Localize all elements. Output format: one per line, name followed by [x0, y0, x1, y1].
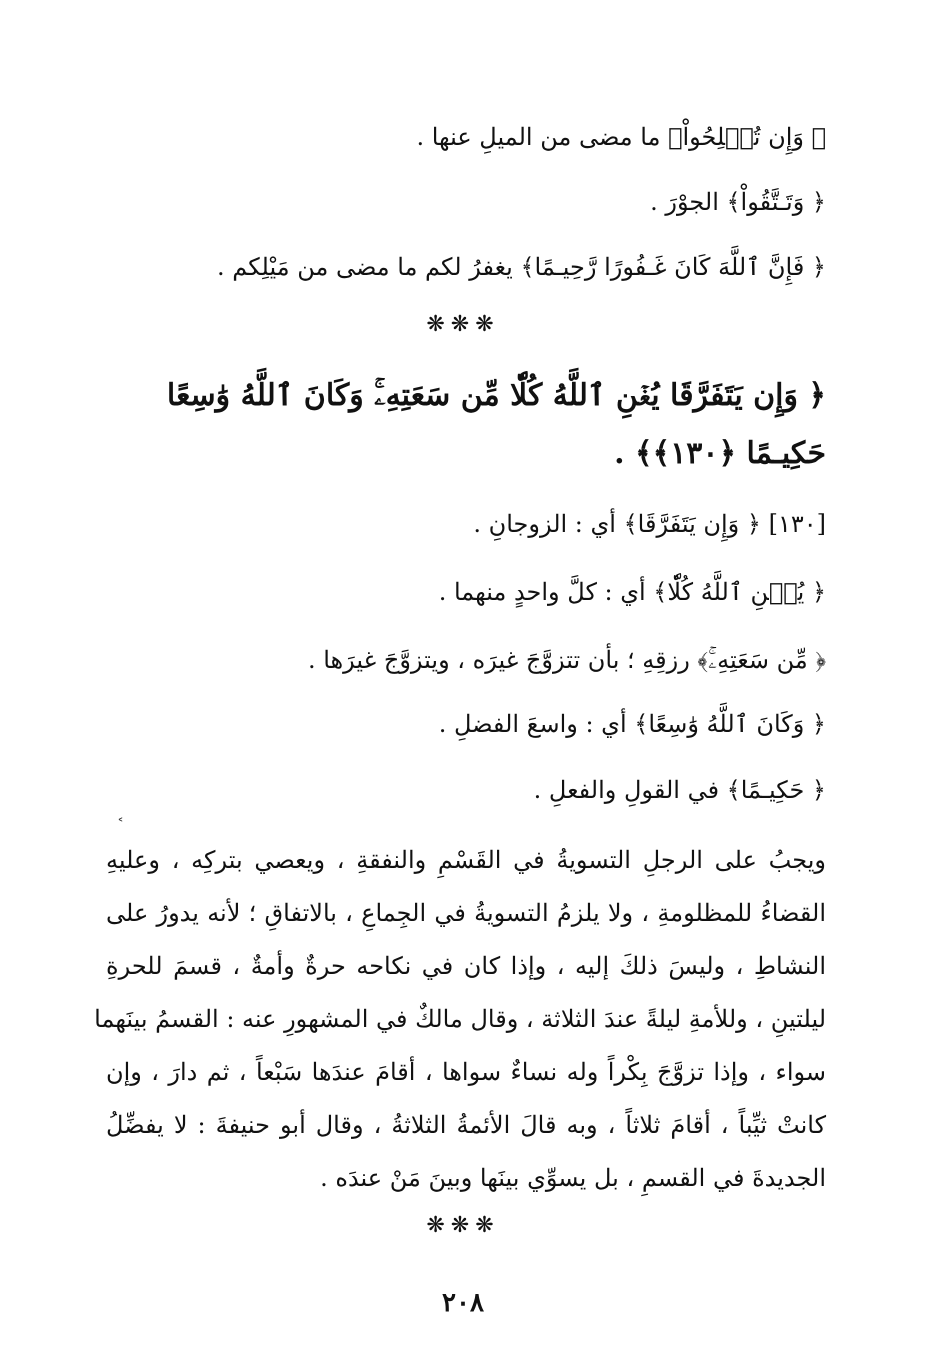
page-number: ٢٠٨: [442, 1288, 484, 1318]
paragraph-line: ويجبُ على الرجلِ التسويةُ في القَسْمِ والنفقةِ ، ويعصي بتركِه ، وعليهِ: [106, 846, 826, 874]
commentary-line: ﴿ وَإِن تُصۡلِحُواْ﴾ ما مضى من الميلِ عنها .: [416, 123, 826, 151]
paragraph-line: الجديدةَ في القسمِ ، بل يسوِّي بينَها وبينَ مَنْ عندَه .: [320, 1164, 826, 1192]
paragraph-line: كانتْ ثيِّباً ، أقامَ ثلاثاً ، وبه قالَ الأئمةُ الثلاثةُ ، وقال أبو حنيفةَ : لا يفضِّلُ: [106, 1111, 826, 1139]
quran-verse-line: حَكِيـمًا ﴿١٣٠﴾﴾ .: [614, 436, 826, 471]
paragraph-line: سواء ، وإذا تزوَّجَ بِكْراً وله نساءٌ سواها ، أقامَ عندَها سَبْعاً ، ثم دارَ ، وإن: [106, 1058, 826, 1086]
fiqh-paragraph: [94, 834, 826, 1205]
quran-verse-line: ﴿ وَإِن يَتَفَرَّقَا يُغۡنِ ٱللَّهُ كُلّٗا مِّن سَعَتِهِۦۚ وَكَانَ ٱللَّهُ وَٰسِعًا: [166, 378, 826, 413]
tafsir-line: ﴿ وَكَانَ ٱللَّهُ وَٰسِعًا﴾ أي : واسعَ الفضلِ .: [438, 710, 826, 738]
section-separator: ❋❋❋: [426, 312, 500, 337]
section-separator: ❋❋❋: [426, 1213, 500, 1238]
margin-mark: ˂: [117, 817, 124, 833]
commentary-line: ﴿ وَتَـتَّقُواْ﴾ الجوْرَ .: [650, 188, 826, 216]
paragraph-line: القضاءُ للمظلومةِ ، ولا يلزمُ التسويةُ في الجِماعِ ، بالاتفاقِ ؛ لأنه يدورُ على: [106, 899, 826, 927]
tafsir-line: ﴿ حَكِيـمًا﴾ في القولِ والفعلِ .: [533, 776, 826, 804]
commentary-line: ﴿ فَإِنَّ ٱللَّهَ كَانَ غَـفُورًا رَّحِيـمًا﴾ يغفرُ لكم ما مضى من مَيْلِكم .: [217, 253, 826, 281]
paragraph-line: ليلتينِ ، وللأمةِ ليلةً عندَ الثلاثة ، وقال مالكٌ في المشهورِ عنه : القسمُ بينَهما: [94, 1005, 826, 1033]
tafsir-line: ﴿ مِّن سَعَتِهِۦۚ﴾ رزقِهِ ؛ بأن تتزوَّجَ غيرَه ، ويتزوَّجَ غيرَها .: [307, 646, 826, 674]
tafsir-line: [١٣٠] ﴿ وَإِن يَتَفَرَّقَا﴾ أي : الزوجانِ .: [473, 510, 826, 538]
paragraph-line: النشاطِ ، وليسَ ذلكَ إليه ، وإذا كان في نكاحه حرةٌ وأمةٌ ، قسمَ للحرةِ: [106, 952, 826, 980]
tafsir-line: ﴿ يُغۡنِ ٱللَّهُ كُلّٗا﴾ أي : كلَّ واحدٍ منهما .: [438, 578, 826, 606]
